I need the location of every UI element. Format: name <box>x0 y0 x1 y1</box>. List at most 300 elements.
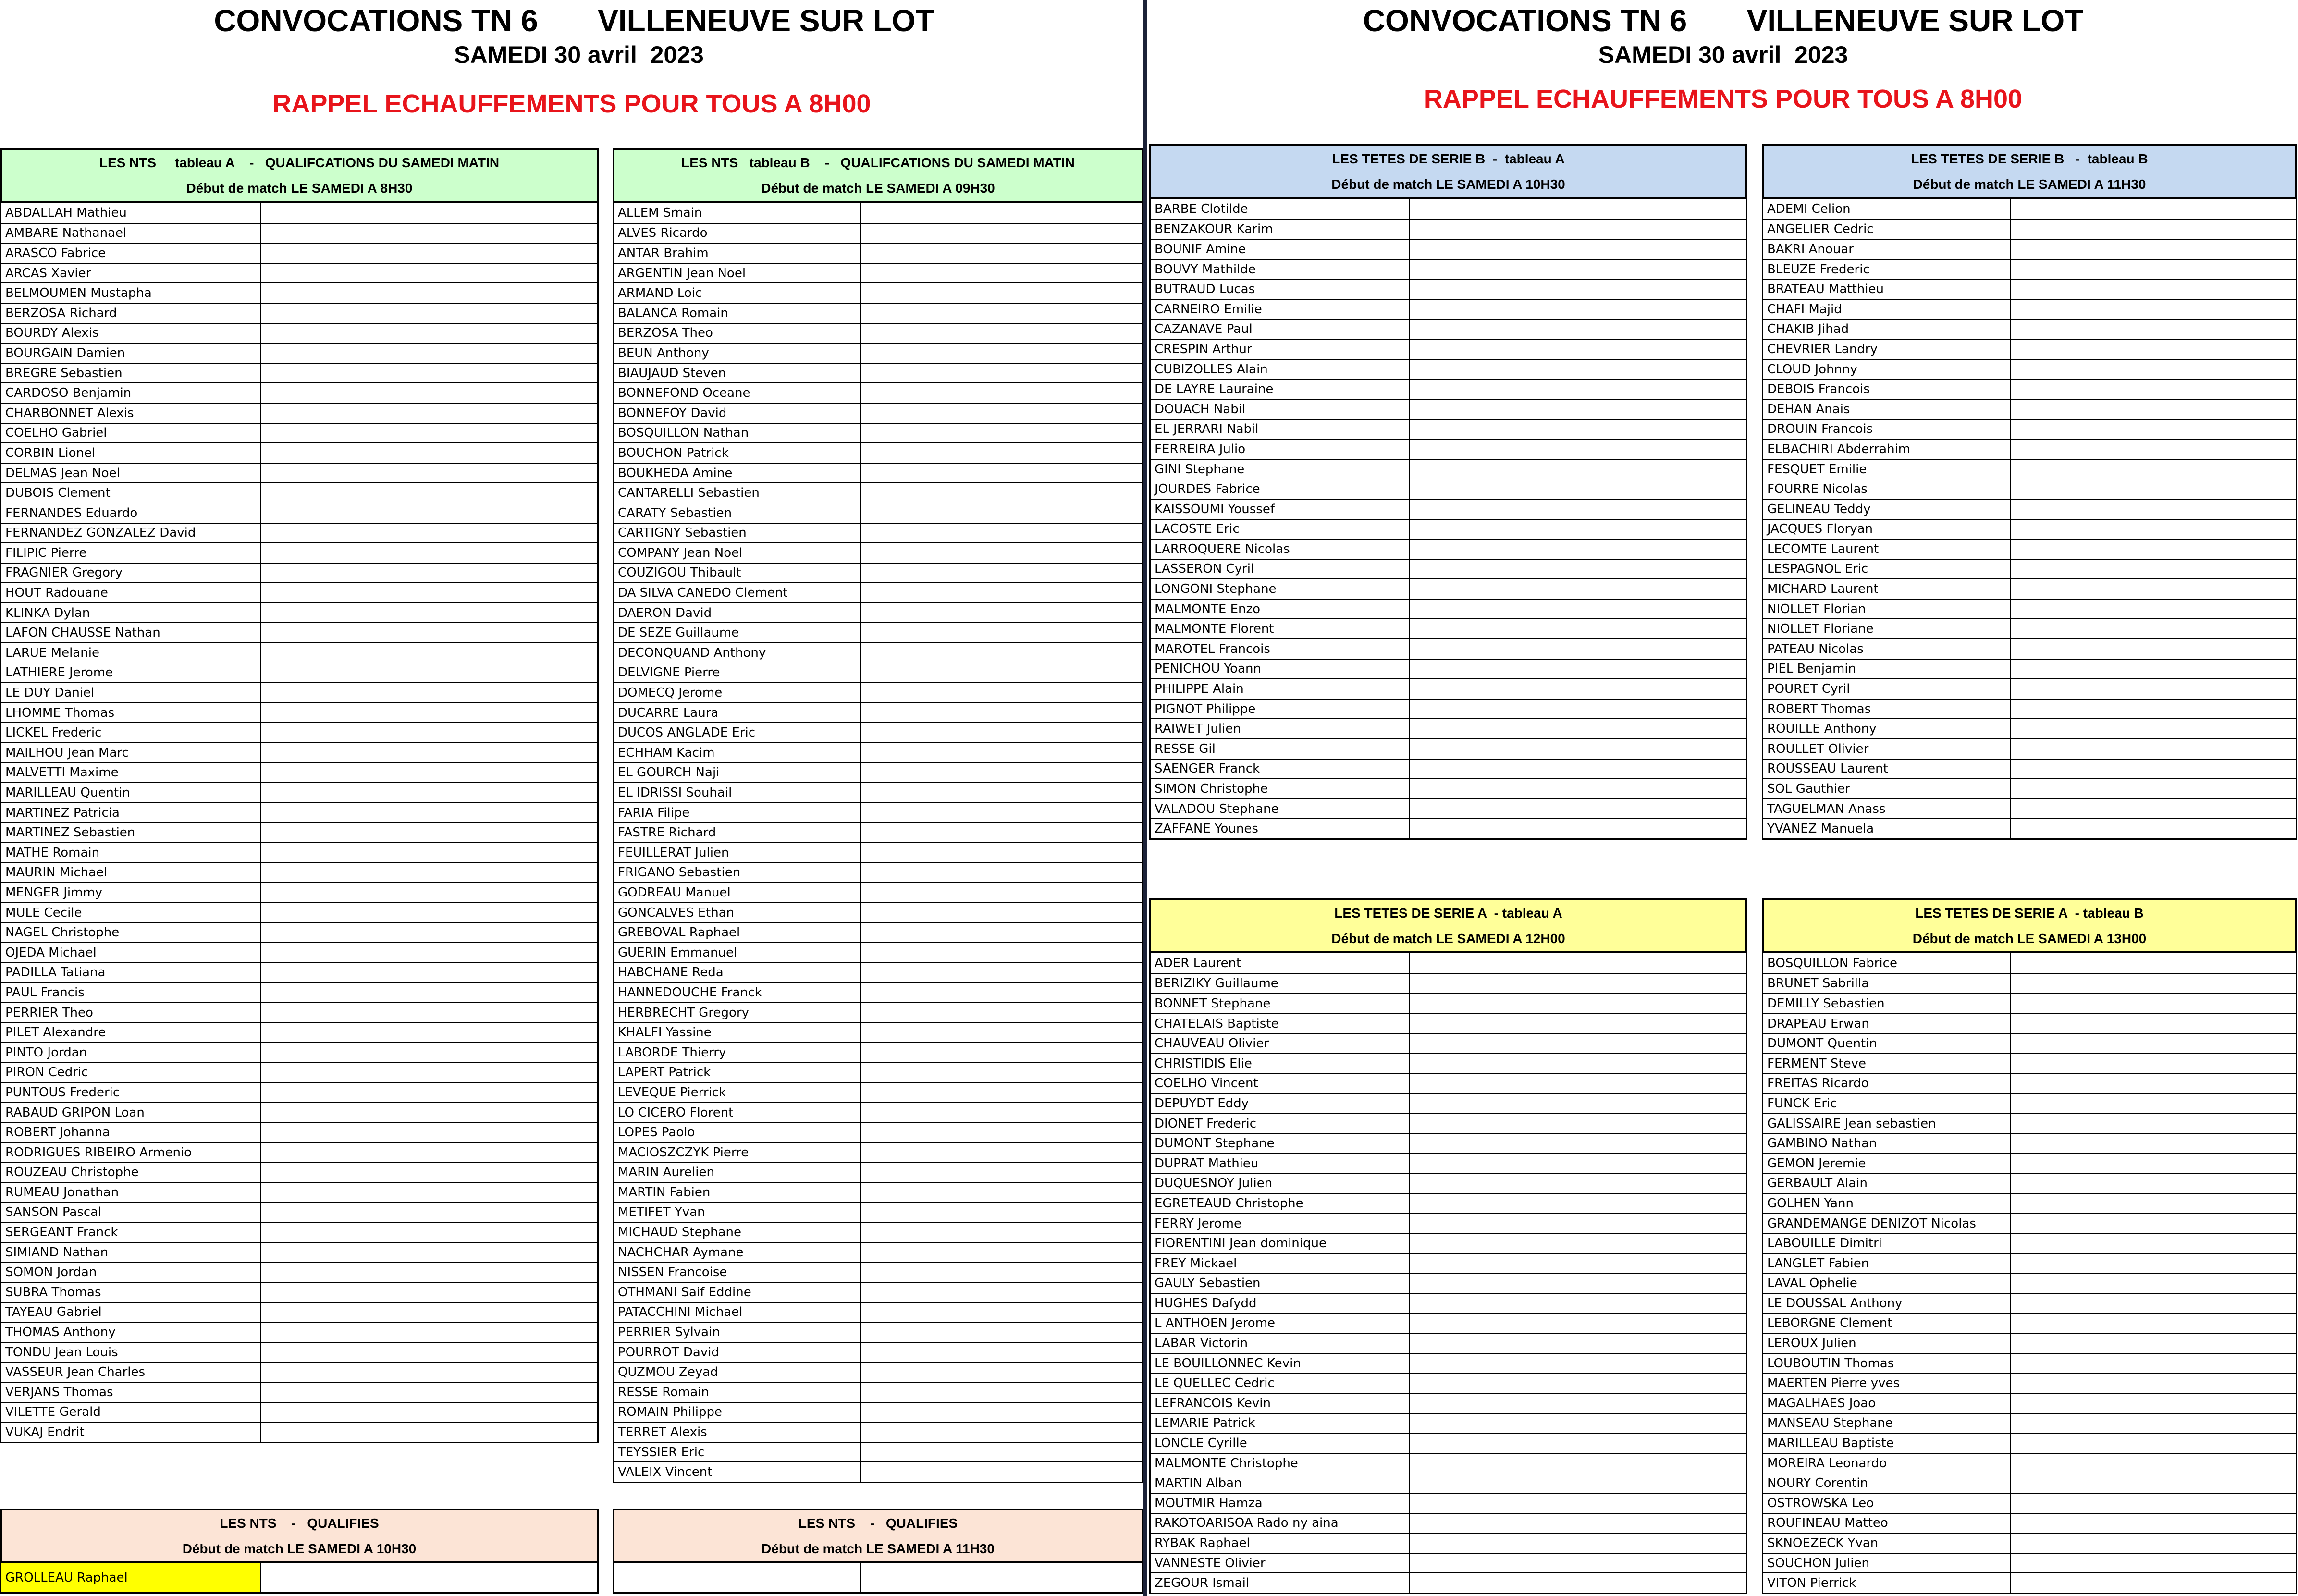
player-name-cell: HOUT Radouane <box>1 583 261 602</box>
blank-cell <box>2011 1454 2296 1473</box>
blank-cell <box>2011 1354 2296 1373</box>
blank-cell <box>261 1403 597 1422</box>
blank-cell <box>1410 739 1746 759</box>
blank-cell <box>1410 953 1746 973</box>
blank-cell <box>2011 760 2296 779</box>
player-name-cell: FERNANDEZ GONZALEZ David <box>1 524 261 543</box>
table-row <box>1 1182 597 1202</box>
player-name-cell: MARTIN Fabien <box>614 1183 861 1202</box>
blank-cell <box>1410 1074 1746 1093</box>
player-name-cell: ZEGOUR Ismail <box>1151 1573 1410 1593</box>
table-row <box>1 223 597 243</box>
blank-cell <box>261 203 597 223</box>
blank-cell <box>2011 1394 2296 1413</box>
player-name-cell: BOURGAIN Damien <box>1 344 261 363</box>
blank-cell <box>861 203 1142 223</box>
player-name-cell: MAERTEN Pierre yves <box>1763 1374 2011 1393</box>
player-name-cell: FASTRE Richard <box>614 823 861 842</box>
player-name-cell: VANNESTE Olivier <box>1151 1554 1410 1573</box>
blank-cell <box>1410 974 1746 994</box>
table-row <box>1151 1073 1746 1093</box>
blank-cell <box>861 1243 1142 1262</box>
player-name-cell: ARASCO Fabrice <box>1 244 261 263</box>
player-name-cell: BREGRE Sebastien <box>1 364 261 383</box>
blank-cell <box>2011 300 2296 319</box>
table-row <box>1 702 597 723</box>
table-row <box>1151 738 1746 759</box>
player-name-cell: HANNEDOUCHE Franck <box>614 983 861 1002</box>
blank-cell <box>2011 240 2296 259</box>
table-row <box>614 1322 1142 1342</box>
table-row <box>1763 1133 2296 1153</box>
blank-cell <box>261 883 597 902</box>
blank-cell <box>2011 700 2296 719</box>
blank-cell <box>861 1283 1142 1302</box>
player-name-cell: ARCAS Xavier <box>1 264 261 283</box>
blank-cell <box>861 923 1142 942</box>
table-row <box>614 523 1142 543</box>
table-row <box>614 782 1142 802</box>
player-name-cell: BAKRI Anouar <box>1763 240 2011 259</box>
blank-cell <box>2011 1234 2296 1253</box>
table-row <box>1763 1473 2296 1493</box>
player-name-cell: BENZAKOUR Karim <box>1151 220 1410 239</box>
blank-cell <box>1410 300 1746 319</box>
table-row <box>1 902 597 922</box>
table-row <box>614 582 1142 602</box>
player-name-cell: KAISSOUMI Youssef <box>1151 500 1410 519</box>
blank-cell <box>261 1123 597 1142</box>
player-name-cell: PATACCHINI Michael <box>614 1303 861 1322</box>
table-row <box>1763 818 2296 838</box>
blank-cell <box>2011 1514 2296 1533</box>
table-start-time: Début de match LE SAMEDI A 8H30 <box>186 180 413 196</box>
player-name-cell: LEROUX Julien <box>1763 1334 2011 1353</box>
player-name-cell: COUZIGOU Thibault <box>614 564 861 583</box>
player-name-cell: LARUE Melanie <box>1 643 261 663</box>
table-row <box>1763 1333 2296 1353</box>
table-row <box>1763 638 2296 659</box>
blank-cell <box>1410 1394 1746 1413</box>
blank-cell <box>1410 520 1746 539</box>
blank-cell <box>1410 760 1746 779</box>
blank-cell <box>2011 579 2296 599</box>
blank-cell <box>1410 199 1746 219</box>
player-name-cell: VILETTE Gerald <box>1 1403 261 1422</box>
table-row <box>1 1302 597 1322</box>
table-row <box>1763 1013 2296 1033</box>
table-row <box>1 742 597 762</box>
player-name-cell: JOURDES Fabrice <box>1151 479 1410 499</box>
player-name-cell: LANGLET Fabien <box>1763 1254 2011 1273</box>
player-name-cell: CHAUVEAU Olivier <box>1151 1034 1410 1053</box>
table-row <box>1151 199 1746 219</box>
table-row <box>614 382 1142 403</box>
table-row <box>1 822 597 842</box>
blank-cell <box>261 583 597 602</box>
table-row <box>1 922 597 942</box>
blank-cell <box>261 623 597 642</box>
player-name-cell: DE SEZE Guillaume <box>614 623 861 642</box>
table-row <box>614 263 1142 283</box>
blank-cell <box>261 1143 597 1162</box>
blank-cell <box>261 1083 597 1102</box>
table-row <box>614 1402 1142 1422</box>
player-name-cell: EL JERRARI Nabil <box>1151 420 1410 439</box>
blank-cell <box>261 424 597 443</box>
table-row <box>1151 1393 1746 1413</box>
blank-cell <box>1410 400 1746 419</box>
table-row <box>1151 259 1746 279</box>
player-name-cell: HABCHANE Reda <box>614 963 861 982</box>
blank-cell <box>2011 199 2296 219</box>
table-row <box>1151 559 1746 579</box>
player-name-cell: ARMAND Loic <box>614 283 861 303</box>
table-row <box>1763 659 2296 679</box>
blank-cell <box>861 1423 1142 1442</box>
table-row <box>614 802 1142 823</box>
table-row <box>1 682 597 702</box>
blank-cell <box>1410 1473 1746 1493</box>
blank-cell <box>861 623 1142 642</box>
table-row <box>614 962 1142 982</box>
player-name-cell: YVANEZ Manuela <box>1763 819 2011 838</box>
player-name-cell: LHOMME Thomas <box>1 703 261 723</box>
table-row <box>614 1461 1142 1482</box>
blank-cell <box>1410 1354 1746 1373</box>
table-row <box>1763 1533 2296 1553</box>
blank-cell <box>261 843 597 862</box>
player-name-cell: MARTINEZ Sebastien <box>1 823 261 842</box>
blank-cell <box>1410 1414 1746 1433</box>
blank-cell <box>261 1363 597 1382</box>
blank-cell <box>2011 719 2296 738</box>
player-name-cell: METIFET Yvan <box>614 1203 861 1222</box>
blank-cell <box>2011 994 2296 1013</box>
table-row <box>1151 279 1746 299</box>
table-row <box>614 282 1142 303</box>
table-row <box>1763 559 2296 579</box>
player-name-cell: KLINKA Dylan <box>1 603 261 623</box>
blank-cell <box>261 1263 597 1282</box>
player-name-cell: BIAUJAUD Steven <box>614 364 861 383</box>
player-name-cell: MALMONTE Enzo <box>1151 600 1410 619</box>
player-name-cell: DOMECQ Jerome <box>614 683 861 702</box>
blank-cell <box>1410 560 1746 579</box>
player-name-cell: SAENGER Franck <box>1151 760 1410 779</box>
player-name-cell: GAULY Sebastien <box>1151 1274 1410 1293</box>
table-row <box>1763 399 2296 419</box>
blank-cell <box>261 443 597 463</box>
blank-cell <box>2011 660 2296 679</box>
player-name-cell: FRIGANO Sebastien <box>614 863 861 883</box>
table-row <box>1763 279 2296 299</box>
player-name-cell: CHAKIB Jihad <box>1763 320 2011 339</box>
player-name-cell: L ANTHOEN Jerome <box>1151 1314 1410 1333</box>
table-header <box>1762 898 2297 953</box>
blank-cell <box>1410 1154 1746 1173</box>
table-row <box>1763 1453 2296 1473</box>
blank-cell <box>861 803 1142 823</box>
player-name-cell: RESSE Gil <box>1151 739 1410 759</box>
blank-cell <box>1410 240 1746 259</box>
table-row <box>1 622 597 642</box>
table-start-time: Début de match LE SAMEDI A 13H00 <box>1912 931 2147 946</box>
player-name-cell: DA SILVA CANEDO Clement <box>614 583 861 602</box>
player-name-cell: CHEVRIER Landry <box>1763 340 2011 359</box>
blank-cell <box>861 1203 1142 1222</box>
table-row <box>1 762 597 783</box>
table-row <box>614 323 1142 343</box>
player-name-cell: ADEMI Celion <box>1763 199 2011 219</box>
table-row <box>1151 319 1746 339</box>
blank-cell <box>2011 1014 2296 1033</box>
table-row <box>1763 1353 2296 1373</box>
table-row <box>1 582 597 602</box>
table-title: LES TETES DE SERIE A - tableau A <box>1334 905 1562 921</box>
table-row <box>1 942 597 962</box>
blank-cell <box>1410 1573 1746 1593</box>
player-name-cell: DUPRAT Mathieu <box>1151 1154 1410 1173</box>
blank-cell <box>861 1363 1142 1382</box>
player-name-cell: CHRISTIDIS Elie <box>1151 1054 1410 1073</box>
blank-cell <box>861 1323 1142 1342</box>
player-name-cell: MENGER Jimmy <box>1 883 261 902</box>
blank-cell <box>261 404 597 423</box>
blank-cell <box>261 983 597 1002</box>
table-row <box>1763 379 2296 399</box>
player-name-cell: GONCALVES Ethan <box>614 903 861 922</box>
player-name-cell: CARNEIRO Emilie <box>1151 300 1410 319</box>
table-row <box>1763 299 2296 319</box>
blank-cell <box>261 1063 597 1082</box>
blank-cell <box>261 264 597 283</box>
table-row <box>614 1162 1142 1182</box>
table-row <box>1763 519 2296 539</box>
table-row <box>1 203 597 223</box>
player-name-cell: TERRET Alexis <box>614 1423 861 1442</box>
player-list <box>1762 953 2297 1594</box>
table-row <box>1 363 597 383</box>
blank-cell <box>2011 360 2296 379</box>
right-title: CONVOCATIONS TN 6 VILLENEUVE SUR LOT <box>1363 3 2084 38</box>
player-name-cell: FREY Mickael <box>1151 1254 1410 1273</box>
player-name-cell: SERGEANT Franck <box>1 1223 261 1242</box>
player-name-cell: QUZMOU Zeyad <box>614 1363 861 1382</box>
blank-cell <box>2011 1114 2296 1133</box>
table-row <box>1763 1513 2296 1533</box>
player-name-cell: MAROTEL Francois <box>1151 639 1410 659</box>
table-row <box>1 962 597 982</box>
table-row <box>614 1202 1142 1222</box>
table-row <box>1763 439 2296 459</box>
table-row <box>1 1042 597 1062</box>
blank-cell <box>1410 579 1746 599</box>
player-name-cell: SANSON Pascal <box>1 1203 261 1222</box>
player-name-cell: DEBOIS Francois <box>1763 380 2011 399</box>
player-name-cell: DAERON David <box>614 603 861 623</box>
table-row <box>614 1422 1142 1442</box>
table-row <box>1 1002 597 1022</box>
blank-cell <box>861 244 1142 263</box>
player-name-cell: LEVEQUE Pierrick <box>614 1083 861 1102</box>
player-name-cell: DUCARRE Laura <box>614 703 861 723</box>
blank-cell <box>2011 479 2296 499</box>
blank-cell <box>261 1103 597 1122</box>
player-name-cell: CLOUD Johnny <box>1763 360 2011 379</box>
blank-cell <box>1410 220 1746 239</box>
table-row <box>1763 973 2296 994</box>
blank-cell <box>1410 1454 1746 1473</box>
table-row <box>614 363 1142 383</box>
player-name-cell: TEYSSIER Eric <box>614 1443 861 1462</box>
table-row <box>1 1322 597 1342</box>
blank-cell <box>861 503 1142 523</box>
player-name-cell: MARTIN Alban <box>1151 1473 1410 1493</box>
blank-cell <box>2011 1054 2296 1073</box>
blank-cell <box>1410 360 1746 379</box>
blank-cell <box>1410 700 1746 719</box>
player-name-cell: CHARBONNET Alexis <box>1 404 261 423</box>
player-name-cell: GREBOVAL Raphael <box>614 923 861 942</box>
table-row <box>1151 699 1746 719</box>
player-name-cell: GODREAU Manuel <box>614 883 861 902</box>
blank-cell <box>1410 1034 1746 1053</box>
player-name-cell: EL IDRISSI Souhail <box>614 783 861 802</box>
table-row <box>1 1563 597 1592</box>
table-row <box>1151 678 1746 699</box>
player-name-cell: POURET Cyril <box>1763 679 2011 699</box>
blank-cell <box>261 244 597 263</box>
table-start-time: Début de match LE SAMEDI A 11H30 <box>762 1541 995 1556</box>
player-name-cell: FARIA Filipe <box>614 803 861 823</box>
blank-cell <box>861 863 1142 883</box>
player-name-cell: COMPANY Jean Noel <box>614 543 861 563</box>
player-name-cell: MAURIN Michael <box>1 863 261 883</box>
table-row <box>1151 953 1746 973</box>
blank-cell <box>261 1283 597 1302</box>
table-row <box>1151 1413 1746 1433</box>
blank-cell <box>261 643 597 663</box>
blank-cell <box>2011 1134 2296 1153</box>
table-row <box>1763 239 2296 259</box>
blank-cell <box>2011 1294 2296 1313</box>
player-name-cell: ALVES Ricardo <box>614 224 861 243</box>
table-row <box>1763 1233 2296 1253</box>
table-tetes-serie-b-tableau-b <box>1762 144 2297 840</box>
table-row <box>1151 659 1746 679</box>
player-name-cell: LICKEL Frederic <box>1 723 261 742</box>
table-row <box>614 862 1142 883</box>
player-name-cell: LE QUELLEC Cedric <box>1151 1374 1410 1393</box>
player-name-cell: MOREIRA Leonardo <box>1763 1454 2011 1473</box>
blank-cell <box>261 1323 597 1342</box>
blank-cell <box>861 1223 1142 1242</box>
table-row <box>614 742 1142 762</box>
table-row <box>1 1082 597 1102</box>
player-name-cell: NISSEN Francoise <box>614 1263 861 1282</box>
blank-cell <box>861 1063 1142 1082</box>
blank-cell <box>261 723 597 742</box>
table-row <box>1 642 597 663</box>
blank-cell <box>1410 380 1746 399</box>
blank-cell <box>2011 679 2296 699</box>
blank-cell <box>1410 779 1746 798</box>
player-name-cell: BEUN Anthony <box>614 344 861 363</box>
blank-cell <box>261 344 597 363</box>
blank-cell <box>1410 1254 1746 1273</box>
player-name-cell: ANTAR Brahim <box>614 244 861 263</box>
player-name-cell: ROMAIN Philippe <box>614 1403 861 1422</box>
blank-cell <box>861 404 1142 423</box>
blank-cell <box>261 943 597 962</box>
table-row <box>1 442 597 463</box>
blank-cell <box>2011 1154 2296 1173</box>
table-row <box>614 663 1142 683</box>
player-name-cell: SKNOEZECK Yvan <box>1763 1534 2011 1553</box>
blank-cell <box>861 883 1142 902</box>
table-row <box>614 942 1142 962</box>
blank-cell <box>861 324 1142 343</box>
table-row <box>1763 578 2296 599</box>
table-row <box>614 343 1142 363</box>
player-name-cell: ELBACHIRI Abderrahim <box>1763 440 2011 459</box>
table-row <box>1 1422 597 1442</box>
table-row <box>1151 539 1746 559</box>
player-name-cell: FERRY Jerome <box>1151 1214 1410 1233</box>
table-row <box>1 382 597 403</box>
player-name-cell: BELMOUMEN Mustapha <box>1 283 261 303</box>
table-row <box>1763 778 2296 798</box>
table-row <box>1763 798 2296 819</box>
player-name-cell: MICHARD Laurent <box>1763 579 2011 599</box>
blank-cell <box>261 503 597 523</box>
blank-cell <box>861 1263 1142 1282</box>
blank-cell <box>861 763 1142 783</box>
blank-cell <box>861 1043 1142 1062</box>
table-row <box>614 1102 1142 1122</box>
table-row <box>1763 699 2296 719</box>
player-name-cell: LAPERT Patrick <box>614 1063 861 1082</box>
table-row <box>614 1563 1142 1592</box>
blank-cell <box>2011 1194 2296 1213</box>
table-nts-qualifies-2 <box>613 1509 1143 1594</box>
player-name-cell: VUKAJ Endrit <box>1 1423 261 1442</box>
player-name-cell: BONNET Stephane <box>1151 994 1410 1013</box>
table-row <box>614 922 1142 942</box>
blank-cell <box>1410 1494 1746 1513</box>
table-row <box>1 463 597 483</box>
player-name-cell: BONNEFOY David <box>614 404 861 423</box>
player-name-cell: LONCLE Cyrille <box>1151 1434 1410 1453</box>
player-name-cell: CHATELAIS Baptiste <box>1151 1014 1410 1033</box>
blank-cell <box>1410 660 1746 679</box>
table-row <box>1 282 597 303</box>
page-divider <box>1143 0 1147 1596</box>
blank-cell <box>261 663 597 683</box>
table-row <box>1151 1013 1746 1033</box>
table-row <box>1 523 597 543</box>
blank-cell <box>2011 340 2296 359</box>
table-start-time: Début de match LE SAMEDI A 09H30 <box>761 180 995 196</box>
blank-cell <box>1410 320 1746 339</box>
player-name-cell: TAYEAU Gabriel <box>1 1303 261 1322</box>
player-name-cell: MULE Cecile <box>1 903 261 922</box>
player-name-cell: GOLHEN Yann <box>1763 1194 2011 1213</box>
blank-cell <box>861 1343 1142 1362</box>
player-name-cell: HUGHES Dafydd <box>1151 1294 1410 1313</box>
blank-cell <box>2011 1174 2296 1193</box>
